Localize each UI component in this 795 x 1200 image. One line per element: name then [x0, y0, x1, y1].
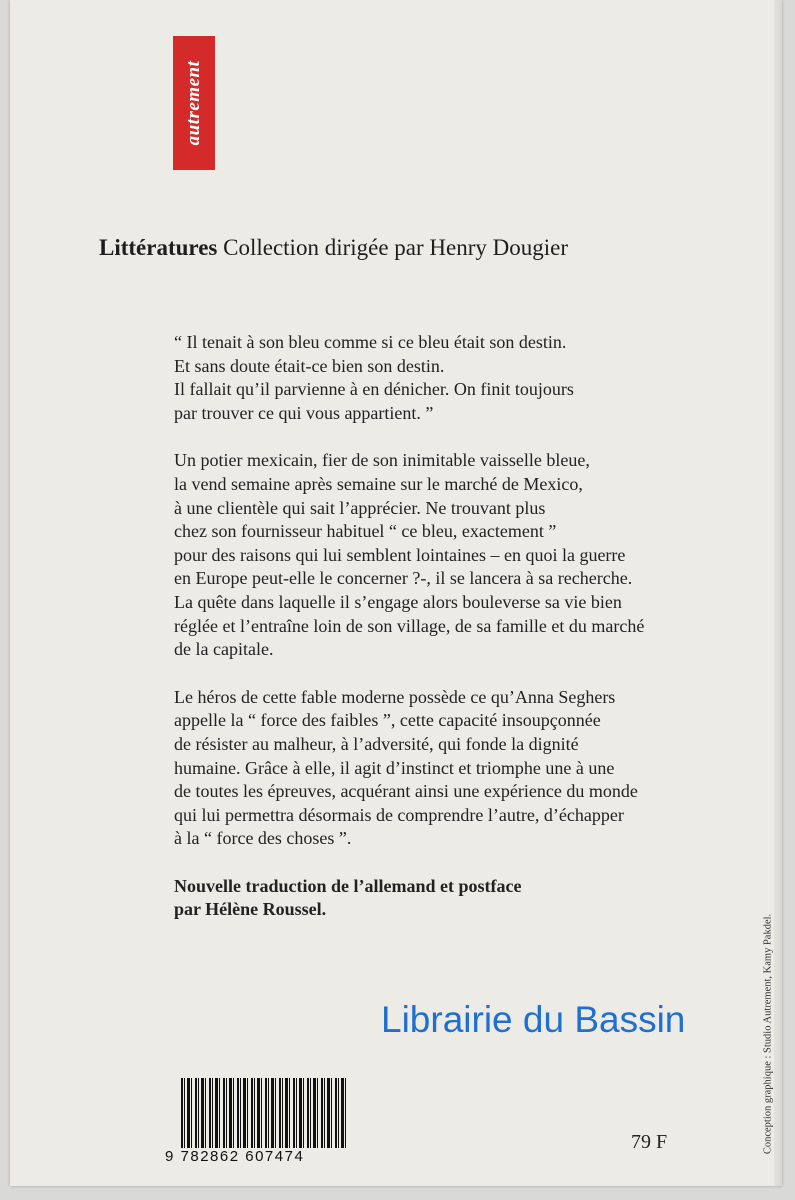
text-line: qui lui permettra désormais de comprendre l’autre, d’échapper	[174, 804, 624, 825]
credit-line: Nouvelle traduction de l’allemand et postface	[174, 875, 522, 896]
design-credit	[750, 884, 786, 1184]
collection-heading	[99, 235, 568, 261]
isbn-barcode	[165, 1078, 351, 1172]
text-line: Le héros de cette fable moderne possède ce qu’Anna Seghers	[174, 686, 616, 707]
text-line: Et sans doute était-ce bien son destin.	[174, 355, 445, 376]
text-line: “ Il tenait à son bleu comme si ce bleu était son destin.	[174, 332, 567, 352]
text-line: pour des raisons qui lui semblent lointaines – en quoi la guerre	[174, 544, 626, 565]
text-line: en Europe peut-elle le concerner ?-, il se lancera à sa recherche.	[174, 568, 633, 589]
text-line: humaine. Grâce à elle, il agit d’instinct et triomphe une à une	[174, 757, 615, 778]
text-line: réglée et l’entraîne loin de son village, de sa famille et du marché	[174, 615, 645, 636]
text-line: par trouver ce qui vous appartient. ”	[174, 402, 434, 423]
design-credit-text: Conception graphique : Studio Autrement, Kamy Pakdel.	[762, 913, 774, 1155]
text-line: de la capitale.	[174, 639, 274, 660]
text-line: à une clientèle qui sait l’apprécier. Ne trouvant plus	[174, 497, 546, 518]
text-line: appelle la “ force des faibles ”, cette capacité insoupçonnée	[174, 710, 601, 731]
translation-credit	[174, 875, 734, 922]
collection-name: Littératures	[99, 235, 218, 260]
credit-line: par Hélène Roussel.	[174, 899, 327, 920]
blurb-text	[174, 331, 734, 922]
text-line: chez son fournisseur habituel “ ce bleu, exactement ”	[174, 521, 557, 542]
text-line: de toutes les épreuves, acquérant ainsi une expérience du monde	[174, 781, 638, 802]
barcode-bars	[181, 1078, 346, 1148]
barcode-digits: 9 782862 607474	[165, 1148, 305, 1165]
text-line: Il fallait qu’il parvienne à en dénicher. On finit toujours	[174, 379, 574, 400]
collection-label: Collection dirigée par Henry Dougier	[223, 235, 569, 260]
text-line: La quête dans laquelle il s’engage alors bouleverse sa vie bien	[174, 591, 622, 612]
text-line: de résister au malheur, à l’adversité, qui fonde la dignité	[174, 733, 579, 754]
publisher-logo-text: autrement	[183, 60, 204, 146]
text-line: Un potier mexicain, fier de son inimitable vaisselle bleue,	[174, 450, 590, 471]
quote-paragraph	[174, 331, 734, 425]
text-line: la vend semaine après semaine sur le marché de Mexico,	[174, 473, 583, 494]
price: 79 F	[631, 1131, 668, 1153]
hero-paragraph	[174, 686, 734, 851]
publisher-logo	[173, 36, 215, 170]
summary-paragraph	[174, 449, 734, 661]
bookseller-watermark: Librairie du Bassin	[381, 999, 686, 1040]
text-line: à la “ force des choses ”.	[174, 828, 352, 849]
